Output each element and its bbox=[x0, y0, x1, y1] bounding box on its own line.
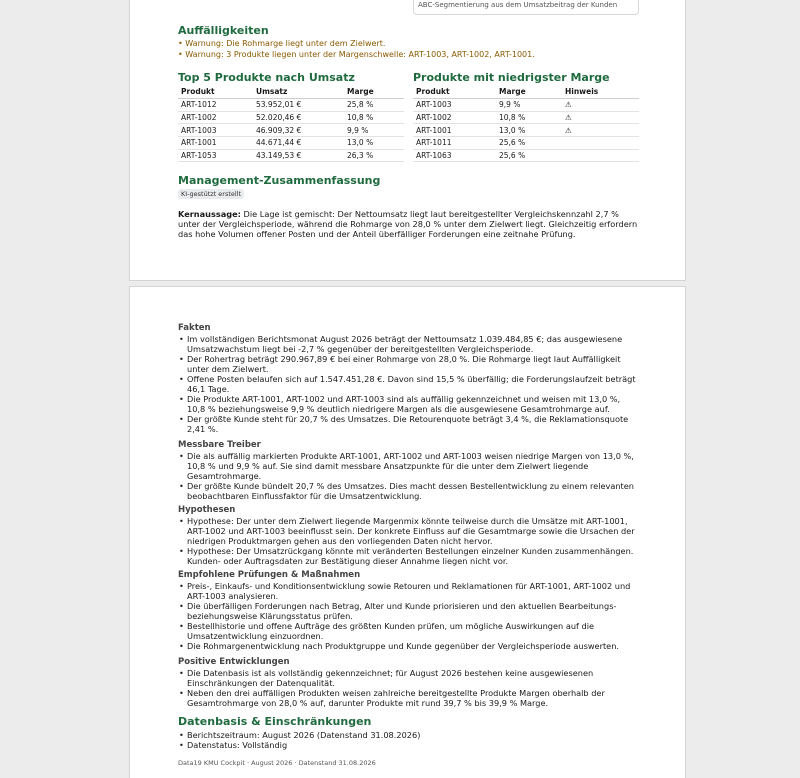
cell-product: ART-1002 bbox=[178, 111, 253, 124]
top5-table bbox=[178, 86, 404, 162]
cell-product: ART-1053 bbox=[178, 149, 253, 162]
list-item: • Die Rohmargenentwicklung nach Produktgruppe und Kunde gegenüber der Vergleichsperiode auswerten. bbox=[178, 642, 638, 652]
list-item: • Berichtszeitraum: August 2026 (Datenstand 31.08.2026) bbox=[178, 731, 638, 741]
list-item: • Neben den drei auffälligen Produkten weisen zahlreiche bereitgestellte Produkte Margen oberhalb der Gesamtrohmarge von 28,0 % auf, darunter Produkte mit rund 39,7 % bis 39,9 % Marge. bbox=[178, 689, 638, 709]
column-header: Umsatz bbox=[253, 86, 344, 99]
table-row bbox=[178, 137, 404, 150]
key-statement-text: Die Lage ist gemischt: Der Nettoumsatz liegt laut bereitgestellter Vergleichskennzahl 2,7 % unter der Vergleichsperiode, während die Rohmarge von 28,0 % unter dem Zielwert liegt. Gleichzeitig erfordern das hohe Volumen offener Posten und der Anteil überfälliger Forderungen eine zeitnahe Prüfung. bbox=[178, 209, 638, 240]
cell-revenue: 53.952,01 € bbox=[253, 99, 344, 112]
section-title: Fakten bbox=[178, 323, 211, 333]
data-basis-title: Datenbasis & Einschränkungen bbox=[178, 715, 372, 728]
abc-segmentation-note: ABC-Segmentierung aus dem Umsatzbeitrag der Kunden bbox=[413, 0, 639, 15]
cell-product: ART-1003 bbox=[178, 124, 253, 137]
table-row bbox=[178, 124, 404, 137]
table-header-row bbox=[413, 86, 639, 99]
cell-product: ART-1002 bbox=[413, 111, 496, 124]
table-row bbox=[413, 137, 639, 150]
column-header: Marge bbox=[344, 86, 404, 99]
list-item: • Bestellhistorie und offene Aufträge des größten Kunden prüfen, um mögliche Auswirkungen auf die Umsatzentwicklung einzuordnen. bbox=[178, 622, 638, 642]
list-item: • Datenstatus: Vollständig bbox=[178, 741, 638, 751]
section-title: Empfohlene Prüfungen & Maßnahmen bbox=[178, 570, 361, 580]
list-item: • Hypothese: Der Umsatzrückgang könnte mit veränderten Bestellungen einzelner Kunden zusammenhängen. Kunden- oder Auftragsdaten zur Bestätigung dieser Annahme liegen nicht vor. bbox=[178, 547, 638, 567]
report-page-1 bbox=[129, 0, 686, 281]
hypotheses-section bbox=[178, 505, 638, 567]
table-row bbox=[413, 111, 639, 124]
key-statement-label: Kernaussage: bbox=[178, 209, 241, 219]
cell-revenue: 52.020,46 € bbox=[253, 111, 344, 124]
ai-generated-badge: KI-gestützt erstellt bbox=[178, 189, 244, 199]
cell-revenue: 44.671,44 € bbox=[253, 137, 344, 150]
section-title: Messbare Treiber bbox=[178, 440, 261, 450]
positive-developments-section bbox=[178, 657, 638, 709]
drivers-section bbox=[178, 440, 638, 502]
cell-margin: 10,8 % bbox=[496, 111, 562, 124]
list-item: • Die als auffällig markierten Produkte ART-1001, ART-1002 und ART-1003 weisen niedrige Margen von 13,0 %, 10,8 % und 9,9 % auf. Sie sind damit messbare Ansatzpunkte für die unter dem Zielwert liegende Gesamtrohmarge. bbox=[178, 452, 638, 481]
list-item: • Der größte Kunde steht für 20,7 % des Umsatzes. Die Retourenquote beträgt 3,4 %, die Reklamationsquote 2,41 %. bbox=[178, 415, 638, 435]
table-row bbox=[178, 149, 404, 162]
facts-section bbox=[178, 323, 638, 435]
warning-icon: ⚠ bbox=[562, 124, 639, 137]
list-item: • Die überfälligen Forderungen nach Betrag, Alter und Kunde priorisieren und den aktuellen Bearbeitungs- beziehungsweise Klärungsstatus prüfen. bbox=[178, 602, 638, 622]
table-row bbox=[178, 111, 404, 124]
cell-margin: 13,0 % bbox=[344, 137, 404, 150]
cell-product: ART-1011 bbox=[413, 137, 496, 150]
report-page-2 bbox=[129, 286, 686, 778]
cell-margin: 25,8 % bbox=[344, 99, 404, 112]
top5-title: Top 5 Produkte nach Umsatz bbox=[178, 71, 355, 84]
table-header-row bbox=[178, 86, 404, 99]
cell-product: ART-1001 bbox=[413, 124, 496, 137]
column-header: Produkt bbox=[178, 86, 253, 99]
cell-margin: 13,0 % bbox=[496, 124, 562, 137]
cell-hint bbox=[562, 149, 639, 162]
cell-margin: 25,6 % bbox=[496, 137, 562, 150]
warning-icon: ⚠ bbox=[562, 111, 639, 124]
list-item: • Der Rohertrag beträgt 290.967,89 € bei einer Rohmarge von 28,0 %. Die Rohmarge liegt laut Auffälligkeit unter dem Zielwert. bbox=[178, 355, 638, 375]
cell-revenue: 46.909,32 € bbox=[253, 124, 344, 137]
warning-icon: ⚠ bbox=[562, 99, 639, 112]
table-row bbox=[413, 99, 639, 112]
column-header: Produkt bbox=[413, 86, 496, 99]
warning-item: • Warnung: Die Rohmarge liegt unter dem Zielwert. bbox=[178, 39, 386, 48]
list-item: • Offene Posten belaufen sich auf 1.547.451,28 €. Davon sind 15,5 % überfällig; die Forderungslaufzeit beträgt 46,1 Tage. bbox=[178, 375, 638, 395]
anomalies-title: Auffälligkeiten bbox=[178, 24, 269, 37]
list-item: • Preis-, Einkaufs- und Konditionsentwicklung sowie Retouren und Reklamationen für ART-1001, ART-1002 und ART-1003 analysieren. bbox=[178, 582, 638, 602]
cell-product: ART-1012 bbox=[178, 99, 253, 112]
cell-margin: 9,9 % bbox=[344, 124, 404, 137]
low-margin-title: Produkte mit niedrigster Marge bbox=[413, 71, 610, 84]
low-margin-table bbox=[413, 86, 639, 162]
cell-margin: 26,3 % bbox=[344, 149, 404, 162]
list-item: • Die Produkte ART-1001, ART-1002 und ART-1003 sind als auffällig gekennzeichnet und weisen mit 13,0 %, 10,8 % beziehungsweise 9,9 % deutlich niedrigere Margen als die ausgewiesene Gesamtrohmarge auf. bbox=[178, 395, 638, 415]
cell-hint bbox=[562, 137, 639, 150]
recommendations-section bbox=[178, 570, 638, 653]
cell-revenue: 43.149,53 € bbox=[253, 149, 344, 162]
column-header: Marge bbox=[496, 86, 562, 99]
cell-margin: 9,9 % bbox=[496, 99, 562, 112]
cell-margin: 25,6 % bbox=[496, 149, 562, 162]
warning-item: • Warnung: 3 Produkte liegen unter der Margenschwelle: ART-1003, ART-1002, ART-1001. bbox=[178, 50, 535, 59]
list-item: • Hypothese: Der unter dem Zielwert liegende Margenmix könnte teilweise durch die Umsätze mit ART-1001, ART-1002 und ART-1003 beeinflusst sein. Der konkrete Einfluss auf die Gesamtmarge sowie die Ursachen der niedrigen Produktmargen gehen aus den vorliegenden Daten nicht hervor. bbox=[178, 517, 638, 546]
cell-product: ART-1003 bbox=[413, 99, 496, 112]
cell-product: ART-1063 bbox=[413, 149, 496, 162]
table-row bbox=[413, 149, 639, 162]
table-row bbox=[178, 99, 404, 112]
management-summary-title: Management-Zusammenfassung bbox=[178, 174, 381, 187]
column-header: Hinweis bbox=[562, 86, 639, 99]
data-basis-section bbox=[178, 715, 638, 752]
cell-product: ART-1001 bbox=[178, 137, 253, 150]
key-statement bbox=[178, 209, 638, 240]
list-item: • Die Datenbasis ist als vollständig gekennzeichnet; für August 2026 bestehen keine ausgewiesenen Einschränkungen der Datenqualität. bbox=[178, 669, 638, 689]
cell-margin: 10,8 % bbox=[344, 111, 404, 124]
list-item: • Im vollständigen Berichtsmonat August 2026 beträgt der Nettoumsatz 1.039.484,85 €; das ausgewiesene Umsatzwachstum liegt bei -2,7 % gegenüber der bereitgestellten Vergleichsperiode. bbox=[178, 335, 638, 355]
page-footer: Data19 KMU Cockpit · August 2026 · Datenstand 31.08.2026 bbox=[178, 759, 376, 767]
section-title: Positive Entwicklungen bbox=[178, 657, 290, 667]
section-title: Hypothesen bbox=[178, 505, 236, 515]
table-row bbox=[413, 124, 639, 137]
list-item: • Der größte Kunde bündelt 20,7 % des Umsatzes. Dies macht dessen Bestellentwicklung zu einem relevanten beobachtbaren Einflussfaktor für die Umsatzentwicklung. bbox=[178, 482, 638, 502]
